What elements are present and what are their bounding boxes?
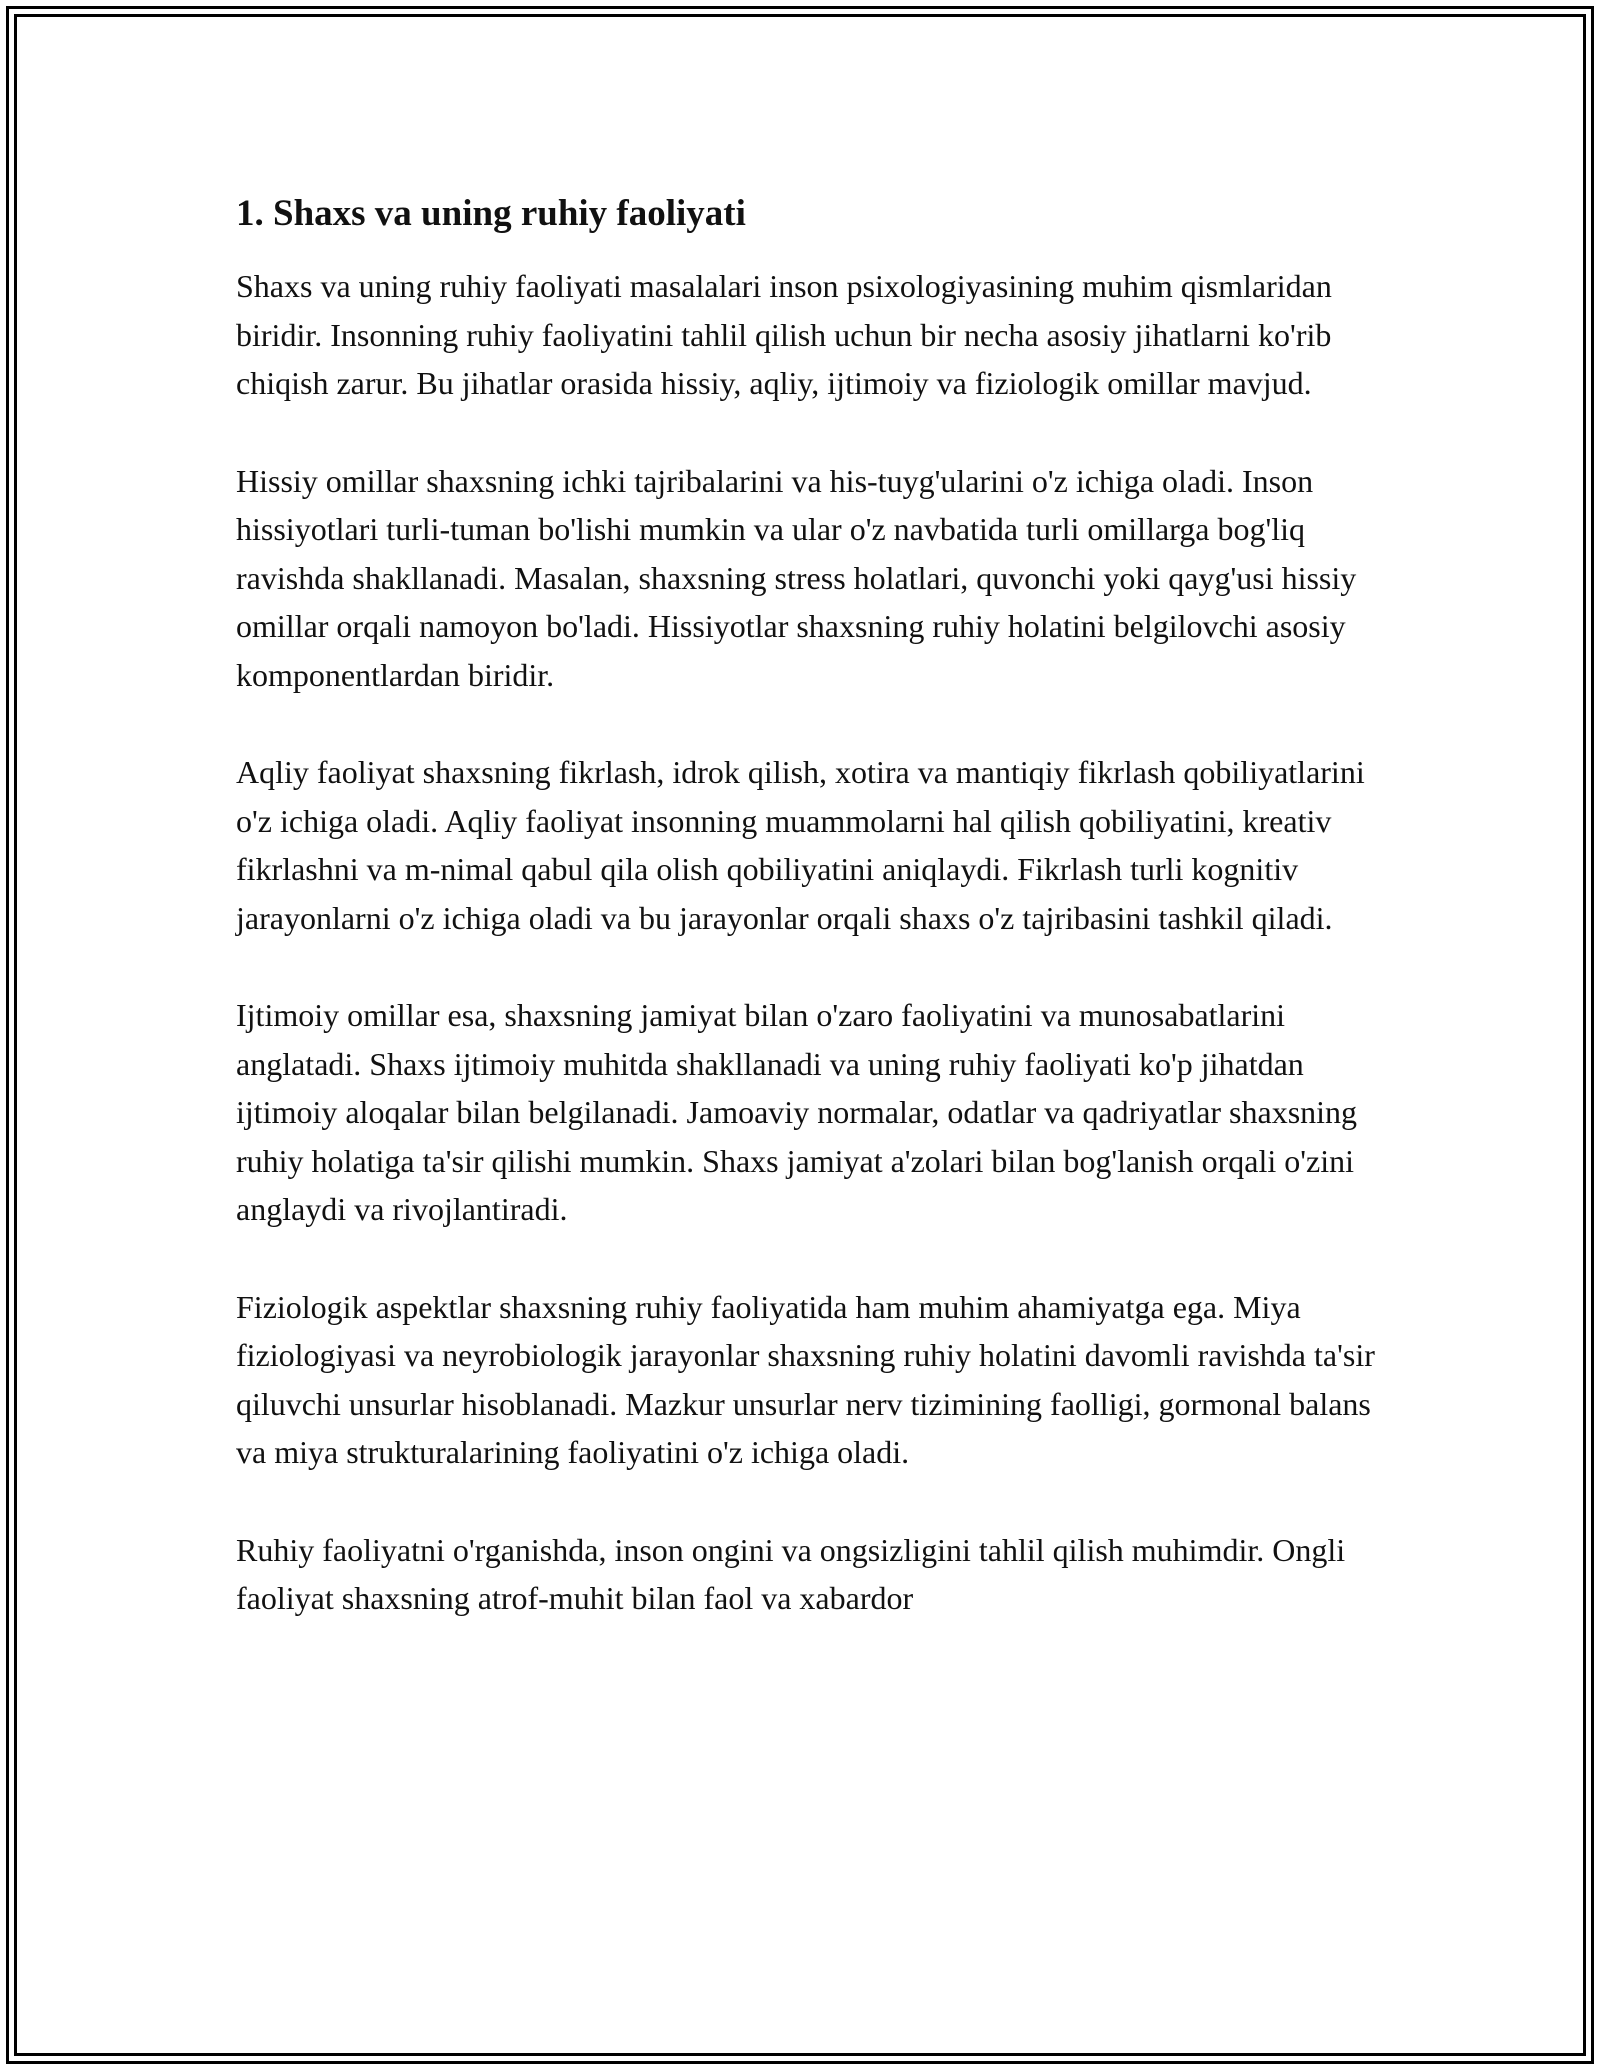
- paragraph-social-factors: Ijtimoiy omillar esa, shaxsning jamiyat bilan o'zaro faoliyatini va munosabatlarini anglatadi. Shaxs ijtimoiy muhitda shakllanadi va uning ruhiy faoliyati ko'p jihatdan ijtimoiy aloqalar bilan belgilanadi. Jamoaviy normalar, odatlar va qadriyatlar shaxsning ruhiy holatiga ta'sir qilishi mumkin. Shaxs jamiyat a'zolari bilan bog'lanish orqali o'zini anglaydi va rivojlantiradi.: [236, 997, 1358, 1227]
- section-heading: 1. Shaxs va uning ruhiy faoliyati: [236, 193, 746, 234]
- paragraph-consciousness: Ruhiy faoliyatni o'rganishda, inson ongini va ongsizligini tahlil qilish muhimdir. Ongli faoliyat shaxsning atrof-muhit bilan faol va xabardor: [236, 1531, 1346, 1616]
- paragraph-emotional-factors: Hissiy omillar shaxsning ichki tajribalarini va his-tuyg'ularini o'z ichiga oladi. Inson hissiyotlari turli-tuman bo'lishi mumkin va ular o'z navbatida turli omillarga bog'liq ravishda shakllanadi. Masalan, shaxsning stress holatlari, quvonchi yoki qayg'usi hissiy omillar orqali namoyon bo'ladi. Hissiyotlar shaxsning ruhiy holatini belgilovchi asosiy komponentlardan biridir.: [236, 462, 1357, 693]
- paragraph-intro: Shaxs va uning ruhiy faoliyati masalalari inson psixologiyasining muhim qismlaridan biridir. Insonning ruhiy faoliyatini tahlil qilish uchun bir necha asosiy jihatlarni ko'rib chiqish zarur. Bu jihatlar orasida hissiy, aqliy, ijtimoiy va fiziologik omillar mavjud.: [236, 268, 1332, 401]
- paragraph-cognitive-activity: Aqliy faoliyat shaxsning fikrlash, idrok qilish, xotira va mantiqiy fikrlash qobiliyatlarini o'z ichiga oladi. Aqliy faoliyat insonning muammolarni hal qilish qobiliyatini, kreativ fikrlashni va m-nimal qabul qila olish qobiliyatini aniqlaydi. Fikrlash turli kognitiv jarayonlarni o'z ichiga oladi va bu jarayonlar orqali shaxs o'z tajribasini tashkil qiladi.: [236, 754, 1365, 936]
- paragraph-physiological-aspects: Fiziologik aspektlar shaxsning ruhiy faoliyatida ham muhim ahamiyatga ega. Miya fiziologiyasi va neyrobiologik jarayonlar shaxsning ruhiy holatini davomli ravishda ta'sir qiluvchi unsurlar hisoblanadi. Mazkur unsurlar nerv tizimining faolligi, gormonal balans va miya strukturalarining faoliyatini o'z ichiga oladi.: [236, 1288, 1375, 1470]
- document-body: [236, 188, 1376, 1672]
